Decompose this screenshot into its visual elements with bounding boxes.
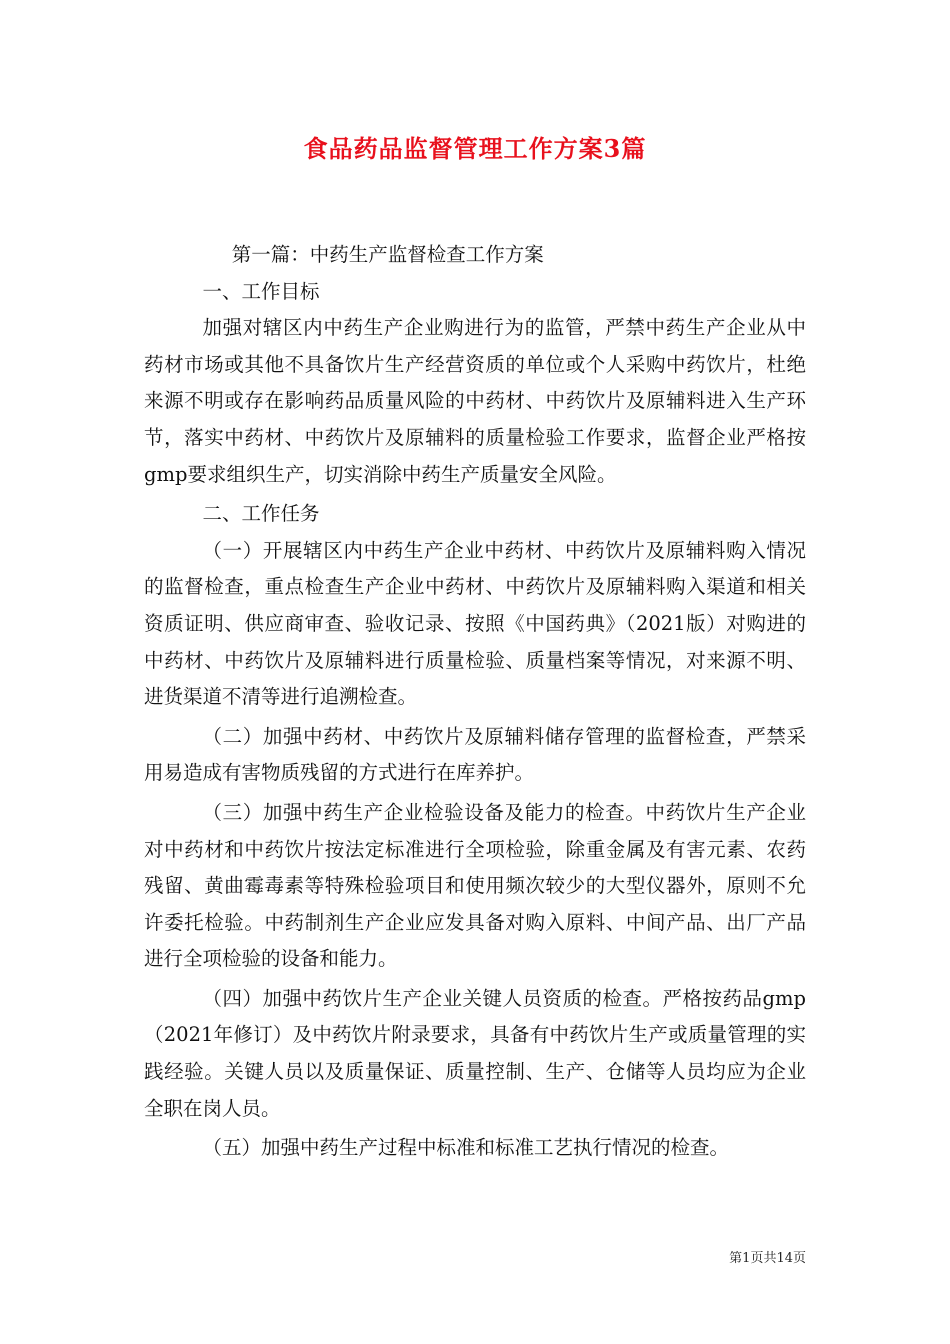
body-paragraph: 加强对辖区内中药生产企业购进行为的监管，严禁中药生产企业从中药材市场或其他不具备饮片生产经营资质的单位或个人采购中药饮片，杜绝来源不明或存在影响药品质量风险的中药材、中药饮片及原辅料进入生产环节，落实中药材、中药饮片及原辅料的质量检验工作要求，监督企业严格按gmp要求组织生产，切实消除中药生产质量安全风险。: [144, 316, 806, 486]
body-paragraph: （一）开展辖区内中药生产企业中药材、中药饮片及原辅料购入情况的监督检查，重点检查生产企业中药材、中药饮片及原辅料购入渠道和相关资质证明、供应商审查、验收记录、按照《中国药典》（2021版）对购进的中药材、中药饮片及原辅料进行质量检验、质量档案等情况，对来源不明、进货渠道不清等进行追溯检查。: [144, 538, 806, 709]
subsection-heading: 二、工作任务: [202, 502, 320, 526]
body-paragraph: （四）加强中药饮片生产企业关键人员资质的检查。严格按药品gmp（2021年修订）及中药饮片附录要求，具备有中药饮片生产或质量管理的实践经验。关键人员以及质量保证、质量控制、生产、仓储等人员均应为企业全职在岗人员。: [144, 986, 806, 1120]
body-paragraph: （二）加强中药材、中药饮片及原辅料储存管理的监督检查，严禁采用易造成有害物质残留的方式进行在库养护。: [144, 724, 806, 785]
section-heading: 第一篇：中药生产监督检查工作方案: [231, 243, 544, 266]
subsection-heading: 一、工作目标: [202, 279, 320, 303]
document-body: [144, 237, 806, 1167]
page-number: 第1页共14页: [729, 1251, 806, 1266]
body-paragraph: （五）加强中药生产过程中标准和标准工艺执行情况的检查。: [202, 1136, 730, 1160]
document-title: 食品药品监督管理工作方案3篇: [303, 134, 647, 163]
body-paragraph: （三）加强中药生产企业检验设备及能力的检查。中药饮片生产企业对中药材和中药饮片按法定标准进行全项检验，除重金属及有害元素、农药残留、黄曲霉毒素等特殊检验项目和使用频次较少的大型仪器外，原则不允许委托检验。中药制剂生产企业应发具备对购入原料、中间产品、出厂产品进行全项检验的设备和能力。: [144, 800, 806, 971]
